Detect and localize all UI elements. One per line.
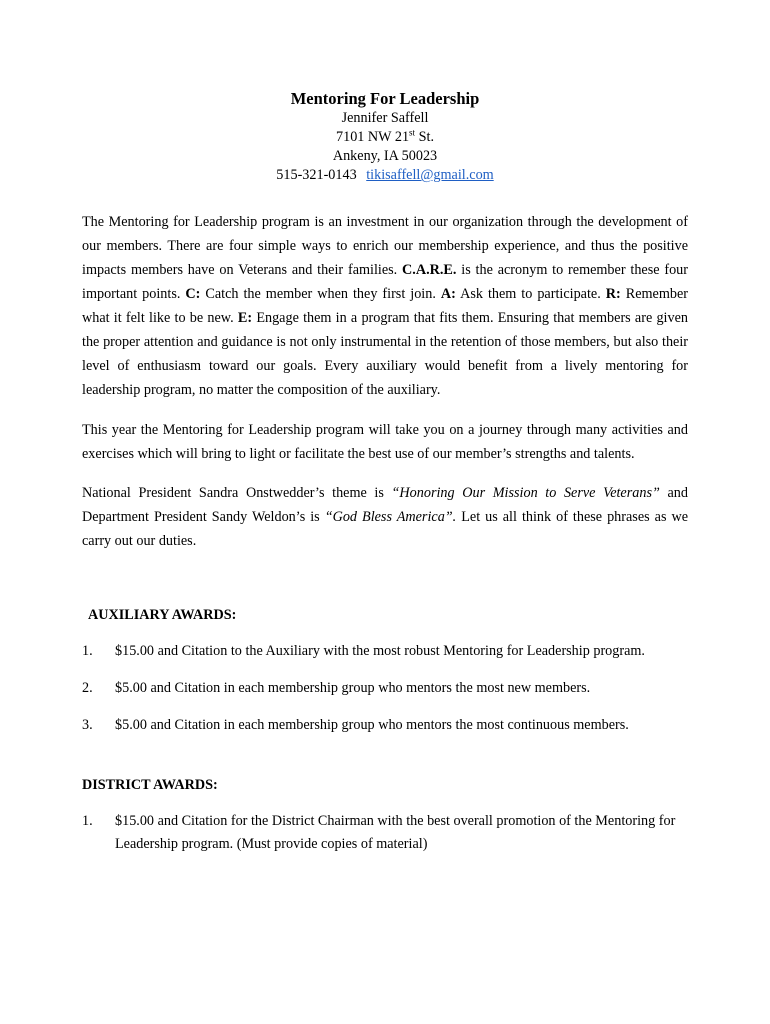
list-item-text: $15.00 and Citation to the Auxiliary with the most robust Mentoring for Leadership program. [115, 643, 645, 659]
author-name: Jennifer Saffell [341, 110, 429, 126]
list-item-text: $5.00 and Citation in each membership group who mentors the most continuous members. [115, 717, 629, 733]
list-item [82, 714, 688, 737]
care-c-text: Catch the member when they first join. [200, 286, 441, 302]
care-a-text: Ask them to participate. [455, 286, 606, 302]
district-awards-list [82, 810, 688, 856]
care-e-text: Engage them in a program that fits them. Ensuring that members are given the proper attention and guidance is not only instrumental in the retention of those members, but also their level of enthusiasm toward our goals. Every auxiliary would benefit from a lively mentoring for leadership program, no matter the composition of the auxiliary. [82, 310, 688, 398]
department-theme: “God Bless America”. [324, 509, 457, 525]
theme-text-1: National President Sandra Onstwedder’s theme is [82, 485, 392, 501]
care-acronym: C.A.R.E. [402, 262, 457, 278]
theme-text-2: and Department President Sandy Weldon’s is [82, 485, 688, 525]
list-item [82, 640, 688, 663]
document-header [82, 0, 688, 185]
list-item-number: 1. [82, 643, 93, 659]
care-c-label: C: [185, 286, 201, 302]
document-title: Mentoring For Leadership [290, 89, 480, 108]
district-awards-heading: DISTRICT AWARDS: [82, 777, 218, 793]
list-item-number: 3. [82, 717, 93, 733]
auxiliary-awards-heading: AUXILIARY AWARDS: [88, 607, 237, 623]
list-item-text: $5.00 and Citation in each membership group who mentors the most new members. [115, 680, 591, 696]
intro-paragraph [82, 210, 688, 402]
care-r-label: R: [605, 286, 621, 302]
care-r-text: Remember what it felt like to be new. [82, 286, 688, 326]
theme-paragraph [82, 481, 688, 553]
list-item-text: $15.00 and Citation for the District Chairman with the best overall promotion of the Mentoring for Leadership program. (Must provide copies of material) [115, 813, 676, 852]
list-item [82, 677, 688, 700]
journey-paragraph: This year the Mentoring for Leadership program will take you on a journey through many activities and exercises which will bring to light or facilitate the best use of our member’s strengths and talents. [82, 422, 688, 462]
street-address-number: 7101 NW 21 [336, 129, 410, 145]
list-item-number: 1. [82, 813, 93, 829]
national-theme: “Honoring Our Mission to Serve Veterans” [391, 485, 660, 501]
street-address-suffix: st [409, 127, 416, 138]
phone-number: 515-321-0143 [276, 167, 357, 183]
email-link[interactable]: tikisaffell@gmail.com [366, 167, 494, 183]
city-state-zip: Ankeny, IA 50023 [332, 148, 438, 164]
theme-text-3: Let us all think of these phrases as we carry out our duties. [82, 509, 689, 549]
care-e-label: E: [237, 310, 253, 326]
street-address-street: St. [415, 129, 434, 145]
intro-text-1: The Mentoring for Leadership program is an investment in our organization through the development of our members. There are four simple ways to enrich our membership experience, and thus the positive impacts members have on Veterans and their families. [82, 214, 688, 278]
list-item-number: 2. [82, 680, 93, 696]
street-address [82, 128, 688, 147]
contact-line [82, 166, 688, 185]
auxiliary-awards-list [82, 640, 688, 737]
list-item [82, 810, 688, 856]
intro-text-2: is the acronym to remember these four important points. [82, 262, 688, 302]
care-a-label: A: [440, 286, 456, 302]
